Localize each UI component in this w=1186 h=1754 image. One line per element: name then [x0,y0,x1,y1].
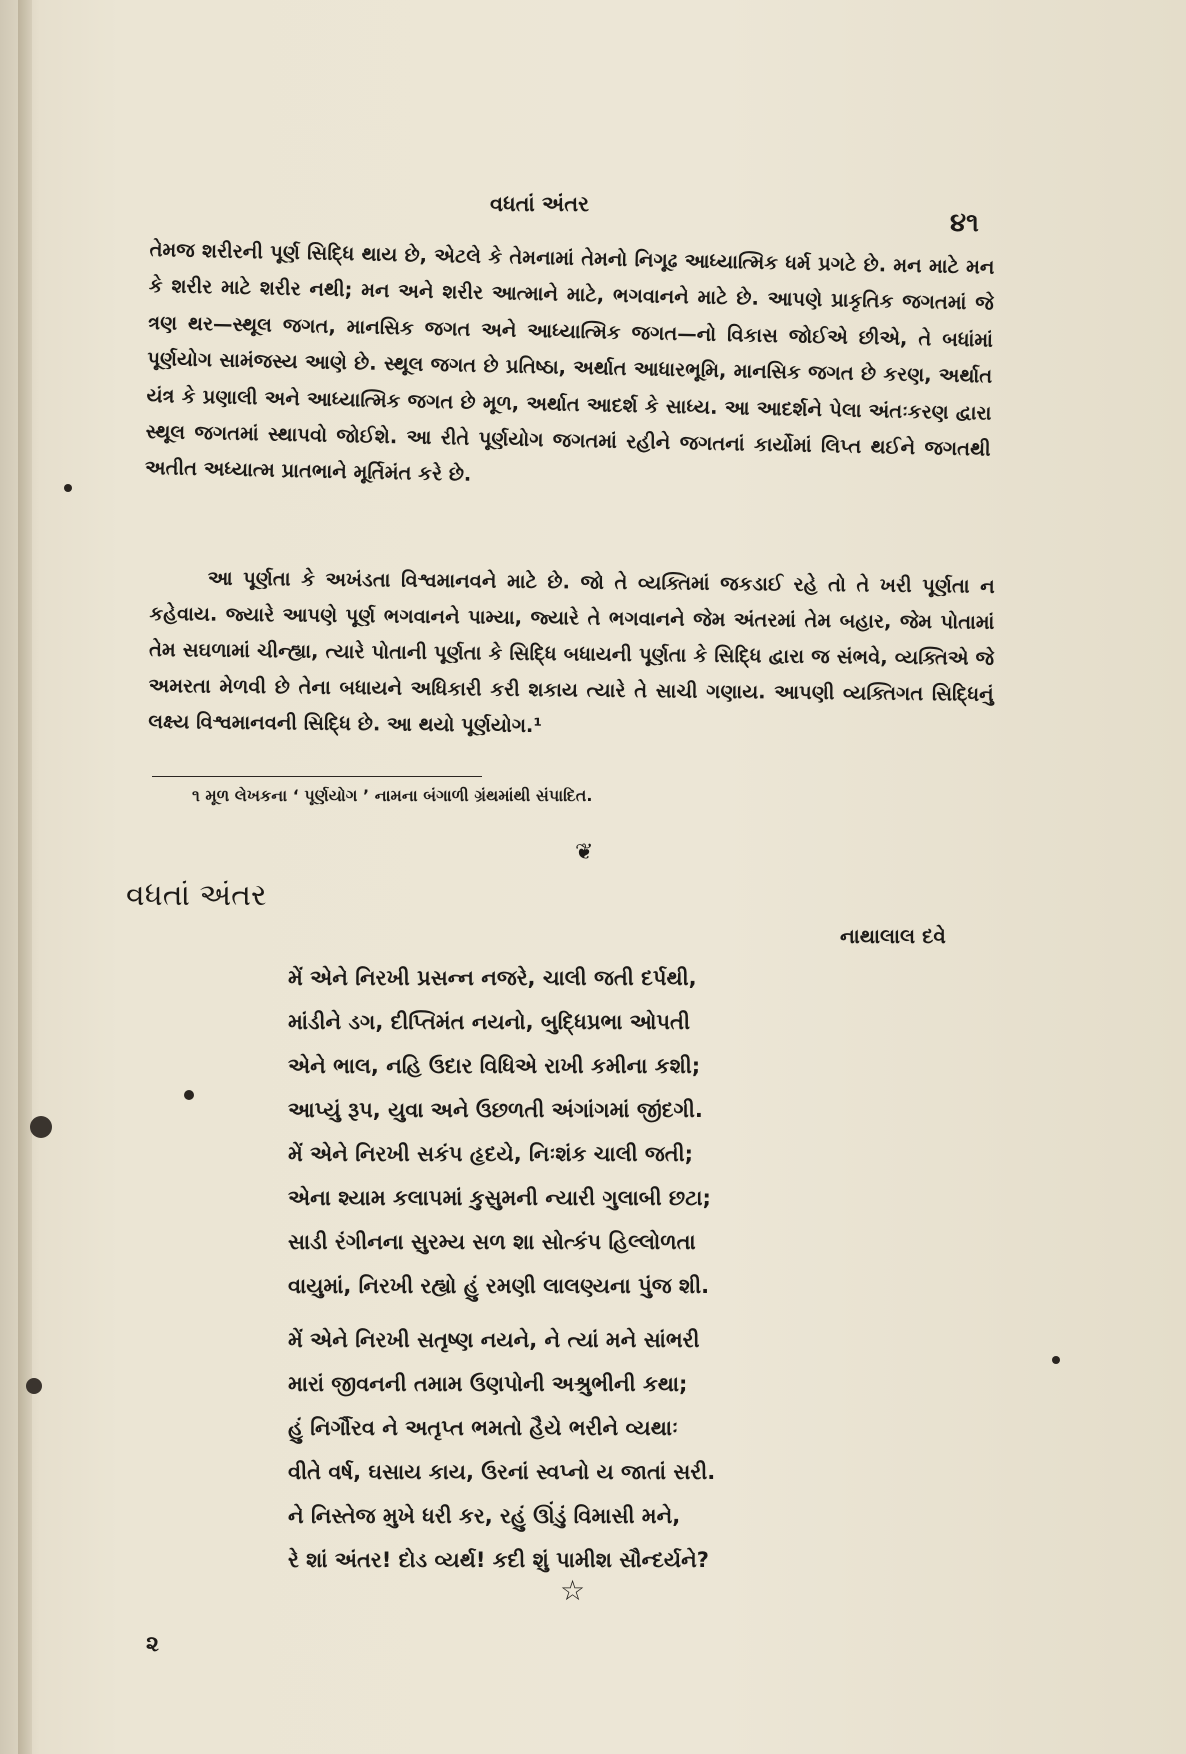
ink-speck [1052,1356,1060,1364]
poem-line: સાડી રંગીનના સુરમ્ય સળ શા સોત્કંપ હિલ્લોળતા [288,1230,696,1254]
poem-line: ને નિસ્તેજ મુખે ધરી કર, રહું ઊંડું વિમાસી મને, [288,1504,681,1528]
poem-line: વીતે વર્ષ, ઘસાય કાય, ઉરનાં સ્વપ્નો ય જાતાં સરી. [288,1460,716,1484]
poem-stanza-4 [288,1494,709,1582]
poem-end-star-icon: ☆ [560,1574,586,1607]
poem-line: રે શાં અંતર! દોડ વ્યર્થ! કદી શું પામીશ સૌન્દર્યને? [288,1548,709,1572]
poem-line: વાયુમાં, નિરખી રહ્યો હું રમણી લાલણ્યના પુંજ શી. [288,1274,710,1298]
poem-stanza-1 [288,956,703,1132]
essay-paragraph-2: આ પૂર્ણતા કે અખંડતા વિશ્વમાનવને માટે છે. જો તે વ્યક્તિમાં જકડાઈ રહે તો તે ખરી પૂર્ણતા ન કહેવાય. જ્યારે આપણે પૂર્ણ ભગવાનને પામ્યા, જ્યારે તે ભગવાનને જેમ અંતરમાં તેમ બહાર, જેમ પોતામાં તેમ સઘળામાં ચીન્હ્યા, ત્યારે પોતાની પૂર્ણતા કે સિદ્ધિ બધાયની પૂર્ણતા કે સિદ્ધિ દ્વારા જ સંભવે, વ્યક્તિએ જે અમરતા મેળવી છે તેના બધાયને અધિકારી કરી શકાય ત્યારે તે સાચી ગણાય. આપણી વ્યક્તિગત સિદ્ધિનું લક્ષ્ય વિશ્વમાનવની સિદ્ધિ છે. આ થયો પૂર્ણયોગ.¹ [148,566,995,738]
poem-line: માંડીને ડગ, દીપ્તિમંત નયનો, બુદ્ધિપ્રભા ઓપતી [288,1010,690,1034]
poem-line: હું નિર્ગૌરવ ને અતૃપ્ત ભમતો હૈયે ભરીને વ્યથાઃ [288,1416,678,1440]
poem-stanza-3 [288,1318,715,1494]
footnote: ૧ મૂળ લેખકના ‘ પૂર્ણયોગ ’ નામના બંગાળી ગ્રંથમાંથી સંપાદિત. [192,786,593,805]
footnote-rule [152,776,482,777]
section-ornament: ❦ [575,840,594,865]
binding-hole [30,1116,52,1138]
poem-author: નાથાલાલ દવે [840,924,946,948]
ink-speck [184,1090,194,1100]
essay-paragraph-1: તેમજ શરીરની પૂર્ણ સિદ્ધિ થાય છે, એટલે કે તેમનામાં તેમનો નિગૂઢ આધ્યાત્મિક ધર્મ પ્રગટે છે. મન માટે મન કે શરીર માટે શરીર નથી; મન અને શરીર આત્માને માટે, ભગવાનને માટે છે. આપણે પ્રાકૃતિક જગતમાં જે ત્રણ થર—સ્થૂલ જગત, માનસિક જગત અને આધ્યાત્મિક જગત—નો વિકાસ જોઈએ છીએ, તે બધાંમાં પૂર્ણયોગ સામંજસ્ય આણે છે. સ્થૂલ જગત છે પ્રતિષ્ઠા, અર્થાત આધારભૂમિ, માનસિક જગત છે કરણ, અર્થાત યંત્ર કે પ્રણાલી અને આધ્યાત્મિક જગત છે મૂળ, અર્થાત આદર્શ કે સાધ્ય. આ આદર્શને પેલા અંતઃકરણ દ્વારા સ્થૂલ જગતમાં સ્થાપવો જોઈશે. આ રીતે પૂર્ણયોગ જગતમાં રહીને જગતનાં કાર્યોમાં લિપ્ત થઈને જગતથી અતીત અધ્યાત્મ પ્રાતભાને મૂર્તિમંત કરે છે. [144,237,995,487]
poem-line: મેં એને નિરખી પ્રસન્ન નજરે, ચાલી જતી દર્પથી, [288,966,697,990]
poem-line: એના શ્યામ કલાપમાં કુસુમની ન્યારી ગુલાબી છટા; [288,1186,711,1210]
binding-hole [26,1378,42,1394]
running-head-title: વધતાં અંતર [490,192,589,216]
page-binding-edge [18,0,32,1754]
poem-line: એને ભાલ, નહિ ઉદાર વિધિએ રાખી કમીના કશી; [288,1054,701,1078]
poem-line: આપ્યું રૂપ, યુવા અને ઉછળતી અંગાંગમાં જીંદગી. [288,1098,703,1122]
poem-stanza-2 [288,1132,711,1308]
poem-title: વધતાં અંતર [126,878,267,913]
signature-folio: ૨ [146,1632,159,1657]
page-number: ૪૧ [950,208,979,238]
ink-speck [64,484,72,492]
poem-line: મારાં જીવનની તમામ ઉણપોની અશ્રુભીની કથા; [288,1372,688,1396]
poem-line: મેં એને નિરખી સતૃષ્ણ નયને, ને ત્યાં મને સાંભરી [288,1328,700,1352]
poem-line: મેં એને નિરખી સકંપ હૃદયે, નિઃશંક ચાલી જતી; [288,1142,694,1166]
